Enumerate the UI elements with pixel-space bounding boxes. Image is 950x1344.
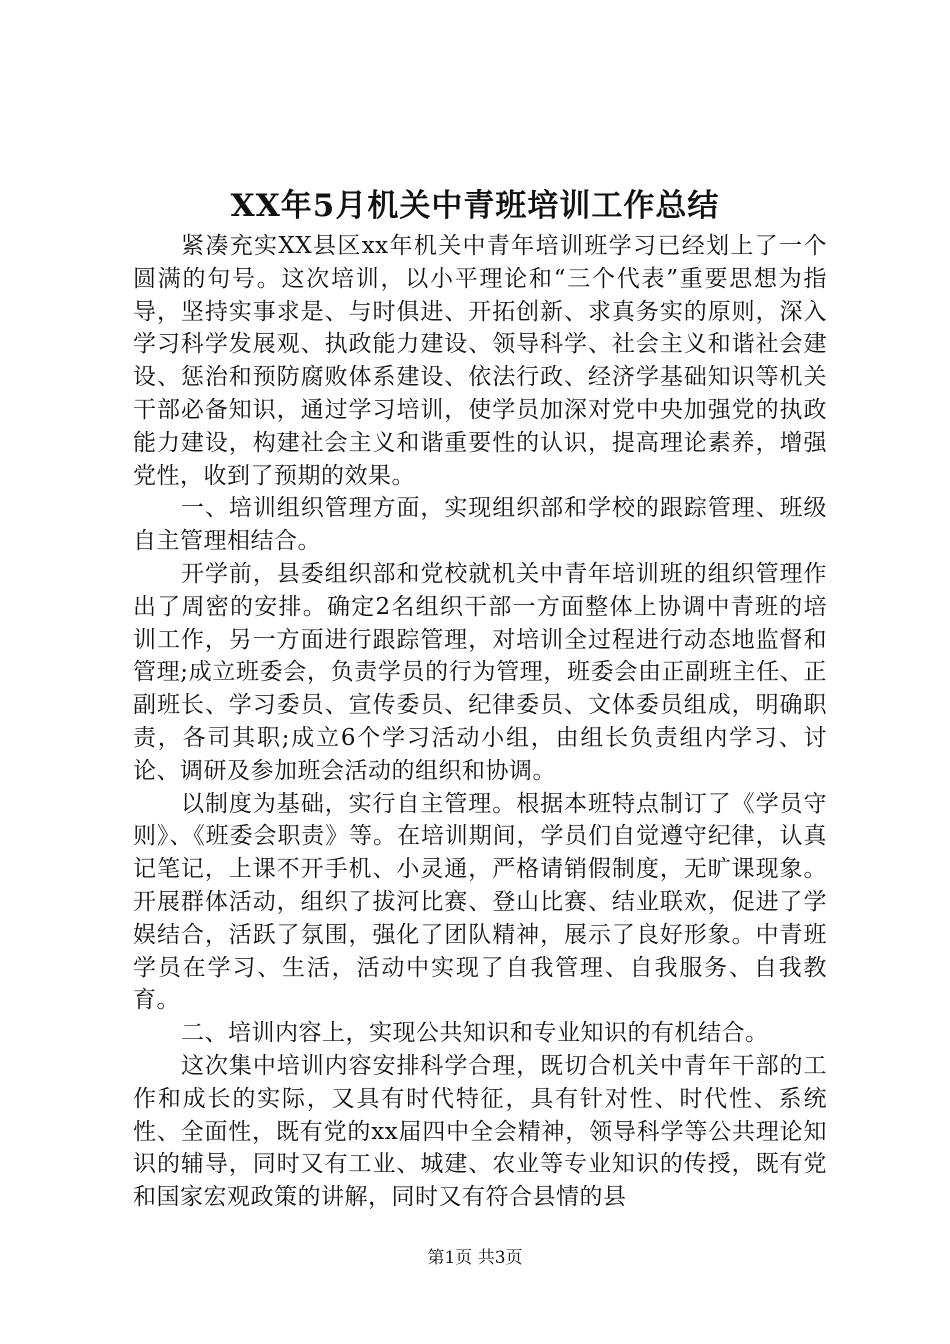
paragraph-intro: 紧凑充实XX县区xx年机关中青年培训班学习已经划上了一个圆满的句号。这次培训，以小平理论和“三个代表”重要思想为指导，坚持实事求是、与时俱进、开拓创新、求真务实的原则，深入学习科学发展观、执政能力建设、领导科学、社会主义和谐社会建设、惩治和预防腐败体系建设、依法行政、经济学基础知识等机关干部必备知识，通过学习培训，使学员加深对党中央加强党的执政能力建设，构建社会主义和谐重要性的认识，提高理论素养，增强党性，收到了预期的效果。	[133, 233, 827, 489]
document-title: XX年5月机关中青班培训工作总结	[230, 188, 720, 224]
paragraph-section-one-heading: 一、培训组织管理方面，实现组织部和学校的跟踪管理、班级自主管理相结合。	[133, 495, 827, 555]
paragraph-organization: 开学前，县委组织部和党校就机关中青年培训班的组织管理作出了周密的安排。确定2名组织干部一方面整体上协调中青班的培训工作，另一方面进行跟踪管理，对培训全过程进行动态地监督和管理;成立班委会，负责学员的行为管理，班委会由正副班主任、正副班长、学习委员、宣传委员、纪律委员、文体委员组成，明确职责，各司其职;成立6个学习活动小组，由组长负责组内学习、讨论、调研及参加班会活动的组织和协调。	[133, 560, 827, 784]
page-number-footer: 第1页 共3页	[427, 1248, 523, 1268]
paragraph-content: 这次集中培训内容安排科学合理，既切合机关中青年干部的工作和成长的实际，又具有时代特征，具有针对性、时代性、系统性、全面性，既有党的xx届四中全会精神，领导科学等公共理论知识的辅导，同时又有工业、城建、农业等专业知识的传授，既有党和国家宏观政策的讲解，同时又有符合县情的县	[133, 1052, 827, 1211]
paragraph-self-management: 以制度为基础，实行自主管理。根据本班特点制订了《学员守则》、《班委会职责》等。在培训期间，学员们自觉遵守纪律，认真记笔记，上课不开手机、小灵通，严格请销假制度，无旷课现象。开展群体活动，组织了拔河比赛、登山比赛、结业联欢，促进了学娱结合，活跃了氛围，强化了团队精神，展示了良好形象。中青班学员在学习、生活，活动中实现了自我管理、自我服务、自我教育。	[133, 790, 827, 1014]
paragraph-section-two-heading: 二、培训内容上，实现公共知识和专业知识的有机结合。	[181, 1020, 769, 1047]
document-body	[133, 230, 827, 1214]
